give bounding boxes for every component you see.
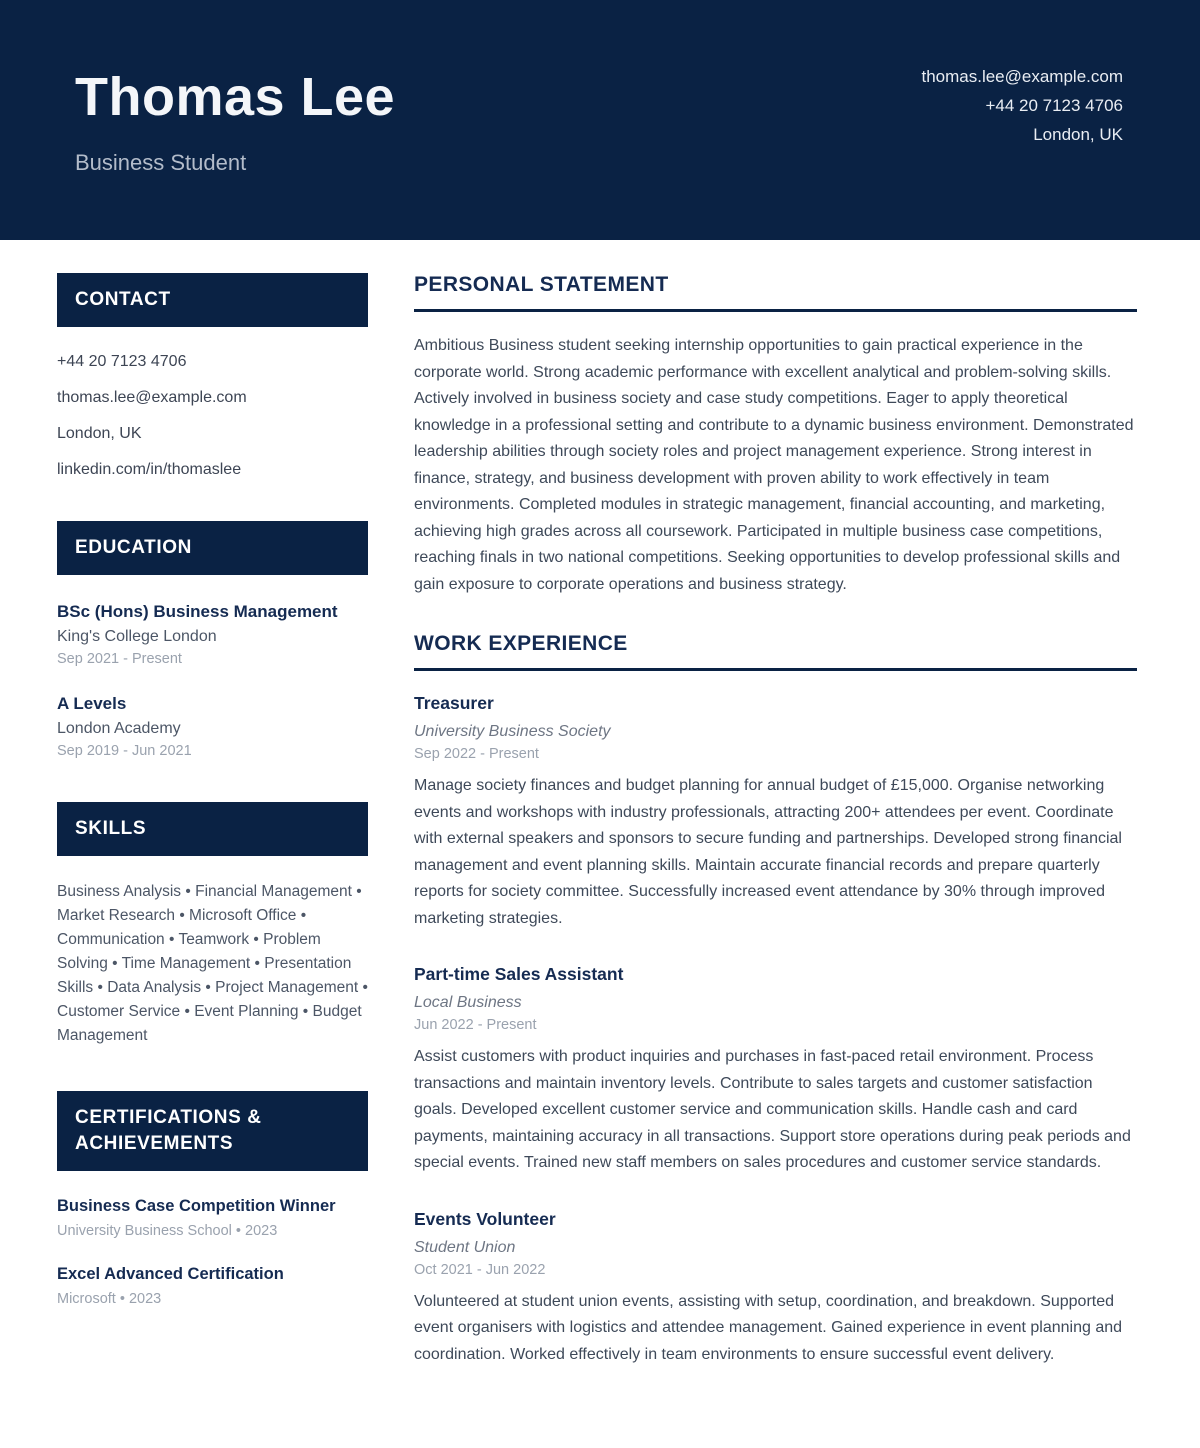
- job-dates: Sep 2022 - Present: [414, 746, 539, 762]
- job-entry: [414, 692, 1137, 932]
- header: [0, 0, 1200, 240]
- education-heading: EDUCATION: [57, 521, 368, 575]
- job-dates: Oct 2021 - Jun 2022: [414, 1261, 546, 1278]
- education-dates: Sep 2019 - Jun 2021: [57, 743, 192, 759]
- content-area: [0, 240, 1200, 1402]
- header-location: London, UK: [1033, 125, 1123, 144]
- contact-item-location: London, UK: [57, 425, 142, 442]
- main-content: [414, 273, 1137, 1402]
- certification-entry: [57, 1196, 368, 1239]
- person-name: Thomas Lee: [75, 67, 396, 127]
- sidebar: [57, 273, 368, 1402]
- sidebar-section-education: [57, 521, 368, 759]
- certification-title: Excel Advanced Certification: [57, 1265, 284, 1283]
- job-description: Volunteered at student union events, assisting with setup, coordination, and breakdown. Supported event organisers with logistics and attendee management. Gained experience in event planning and coordination. Worked effectively in team environments to ensure successful event delivery.: [414, 1292, 1123, 1363]
- education-school: King's College London: [57, 628, 217, 645]
- job-dates: Jun 2022 - Present: [414, 1017, 537, 1033]
- work-experience-heading: WORK EXPERIENCE: [414, 632, 628, 655]
- contact-item-phone: +44 20 7123 4706: [57, 353, 187, 370]
- certification-title: Business Case Competition Winner: [57, 1197, 336, 1215]
- job-description: Assist customers with product inquiries and purchases in fast-paced retail environment. Process transactions and maintain inventory levels. Contribute to sales targets and customer satisfaction goals. Developed excellent customer service and communication skills. Handle cash and card payments, maintaining accuracy in all transactions. Support store operations during peak periods and special events. Trained new staff members on sales procedures and customer service standards.: [414, 1048, 1131, 1171]
- personal-statement-section: [414, 273, 1137, 598]
- certification-detail: Microsoft • 2023: [57, 1291, 162, 1307]
- skills-list: Business Analysis • Financial Management • Market Research • Microsoft Office • Communication • Teamwork • Problem Solving • Time Management • Presentation Skills • Data Analysis • Project Management • Customer Service • Event Planning • Budget Management: [57, 883, 368, 1044]
- person-job-title: Business Student: [75, 150, 247, 175]
- contact-item-email: thomas.lee@example.com: [57, 389, 247, 406]
- personal-statement-text: Ambitious Business student seeking internship opportunities to gain practical experience in the corporate world. Strong academic performance with excellent analytical and problem-solving skills. Actively involved in business society and case study competitions. Eager to apply theoretical knowledge in a professional setting and contribute to a dynamic business environment. Demonstrated leadership abilities through society roles and project management experience. Strong interest in finance, strategy, and business development with proven ability to work effectively in team environments. Completed modules in strategic management, financial accounting, and marketing, achieving high grades across all coursework. Participated in multiple business case competitions, reaching finals in two national competitions. Seeking opportunities to develop professional skills and gain exposure to corporate operations and business strategy.: [414, 337, 1134, 593]
- job-entry: [414, 1208, 1137, 1369]
- job-description: Manage society finances and budget planning for annual budget of £15,000. Organise networking events and workshops with industry professionals, attracting 200+ attendees per event. Coordinate with external speakers and sponsors to secure funding and partnerships. Developed strong financial management and event planning skills. Maintain accurate financial records and prepare quarterly reports for society committee. Successfully increased event attendance by 30% through improved marketing strategies.: [414, 777, 1122, 927]
- contact-heading: CONTACT: [57, 273, 368, 327]
- sidebar-section-contact: [57, 273, 368, 478]
- job-company: University Business Society: [414, 723, 611, 740]
- sidebar-section-skills: [57, 802, 368, 1048]
- personal-statement-heading: PERSONAL STATEMENT: [414, 273, 669, 296]
- section-divider: [414, 309, 1137, 312]
- job-title: Part-time Sales Assistant: [414, 964, 624, 984]
- education-degree: BSc (Hons) Business Management: [57, 602, 338, 621]
- section-divider: [414, 668, 1137, 671]
- contact-item-linkedin: linkedin.com/in/thomaslee: [57, 461, 242, 478]
- job-title: Events Volunteer: [414, 1208, 556, 1229]
- job-entry: [414, 963, 1137, 1177]
- work-experience-section: [414, 632, 1137, 1368]
- sidebar-section-certifications: [57, 1091, 368, 1307]
- education-entry: [57, 601, 368, 667]
- header-contact-block: [921, 62, 1123, 149]
- education-degree: A Levels: [57, 694, 127, 713]
- header-phone: +44 20 7123 4706: [985, 96, 1123, 115]
- education-school: London Academy: [57, 720, 181, 737]
- contact-list: [57, 354, 368, 478]
- certifications-heading: CERTIFICATIONS & ACHIEVEMENTS: [57, 1091, 368, 1171]
- certification-entry: [57, 1264, 368, 1307]
- job-company: Student Union: [414, 1238, 516, 1256]
- job-title: Treasurer: [414, 693, 494, 713]
- header-email: thomas.lee@example.com: [921, 67, 1123, 86]
- job-company: Local Business: [414, 994, 522, 1011]
- skills-heading: SKILLS: [57, 802, 368, 856]
- certification-detail: University Business School • 2023: [57, 1223, 278, 1239]
- education-entry: [57, 693, 368, 759]
- education-dates: Sep 2021 - Present: [57, 651, 182, 667]
